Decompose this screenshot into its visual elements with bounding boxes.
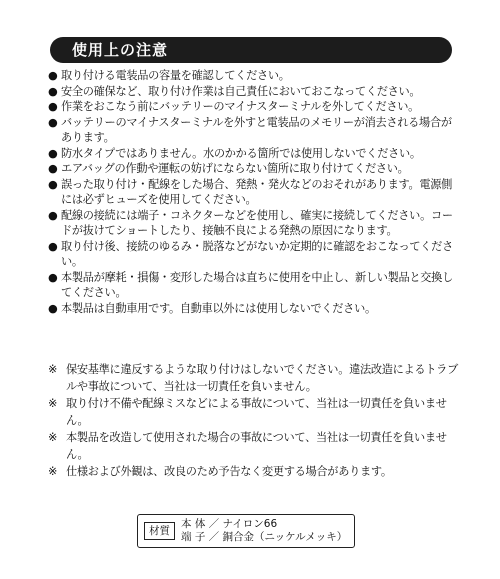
bullet-icon: ●	[48, 69, 58, 82]
caution-item	[48, 239, 458, 270]
disclaimer-list	[48, 362, 460, 482]
bullet-icon: ●	[48, 301, 58, 315]
reference-mark-icon: ※	[48, 397, 58, 410]
disclaimer-item	[48, 430, 460, 463]
disclaimer-text: 本製品を改造して使用された場合の事故について、当社は一切責任を負いません。	[66, 431, 447, 461]
caution-text: 作業をおこなう前にバッテリーのマイナスターミナルを外してください。	[61, 100, 420, 113]
caution-item	[48, 161, 458, 177]
material-lines	[181, 518, 347, 544]
caution-item	[48, 270, 458, 301]
bullet-icon: ●	[48, 146, 58, 160]
reference-mark-icon: ※	[48, 465, 58, 478]
caution-text: 配線の接続には端子・コネクターなどを使用し、確実に接続してください。コードが抜けてショートしたり、接触不良による発熱の原因になります。	[61, 208, 453, 237]
bullet-icon: ●	[48, 177, 58, 191]
caution-text: 安全の確保など、取り付け作業は自己責任においておこなってください。	[61, 84, 421, 98]
section-title: 使用上の注意	[72, 41, 169, 59]
material-label: 材質	[144, 522, 175, 540]
bullet-icon: ●	[48, 208, 58, 222]
reference-mark-icon: ※	[48, 431, 58, 444]
caution-item	[48, 84, 458, 100]
disclaimer-text: 仕様および外観は、改良のため予告なく変更する場合があります。	[66, 465, 392, 478]
bullet-icon: ●	[48, 84, 58, 98]
caution-item	[48, 115, 458, 146]
section-header	[50, 37, 452, 63]
caution-list	[48, 68, 458, 316]
caution-item	[48, 177, 458, 208]
reference-mark-icon: ※	[48, 363, 58, 376]
disclaimer-item	[48, 362, 460, 395]
material-terminal-line: 端 子 ／ 銅合金（ニッケルメッキ）	[181, 531, 348, 543]
caution-item	[48, 68, 458, 84]
caution-text: 防水タイプではありません。水のかかる箇所では使用しないでください。	[61, 146, 421, 160]
bullet-icon: ●	[48, 239, 58, 253]
caution-text: エアバッグの作動や運転の妨げにならない箇所に取り付けてください。	[61, 162, 409, 175]
caution-text: バッテリーのマイナスターミナルを外すと電装品のメモリーが消去される場合があります。	[61, 115, 452, 144]
caution-item	[48, 301, 458, 317]
caution-text: 誤った取り付け・配線をした場合、発熱・発火などのおそれがあります。電源側には必ずヒューズを使用してください。	[61, 177, 453, 206]
disclaimer-item	[48, 396, 460, 429]
caution-item	[48, 146, 458, 162]
caution-item	[48, 208, 458, 239]
material-body-line: 本 体 ／ ナイロン66	[181, 518, 278, 530]
disclaimer-item	[48, 464, 460, 481]
material-spec-box	[137, 514, 355, 548]
caution-text: 本製品が摩耗・損傷・変形した場合は直ちに使用を中止し、新しい製品と交換してください。	[61, 270, 453, 299]
caution-text: 取り付け後、接続のゆるみ・脱落などがないか定期的に確認をおこなってください。	[61, 239, 453, 268]
disclaimer-text: 保安基準に違反するような取り付けはしないでください。違法改造によるトラブルや事故について、当社は一切責任を負いません。	[66, 363, 458, 393]
bullet-icon: ●	[48, 270, 58, 284]
bullet-icon: ●	[48, 100, 58, 113]
disclaimer-text: 取り付け不備や配線ミスなどによる事故について、当社は一切責任を負いません。	[66, 397, 447, 427]
caution-item	[48, 99, 458, 115]
caution-text: 本製品は自動車用です。自動車以外には使用しないでください。	[61, 301, 376, 315]
bullet-icon: ●	[48, 162, 58, 175]
bullet-icon: ●	[48, 115, 58, 129]
caution-text: 取り付ける電装品の容量を確認してください。	[61, 69, 290, 82]
